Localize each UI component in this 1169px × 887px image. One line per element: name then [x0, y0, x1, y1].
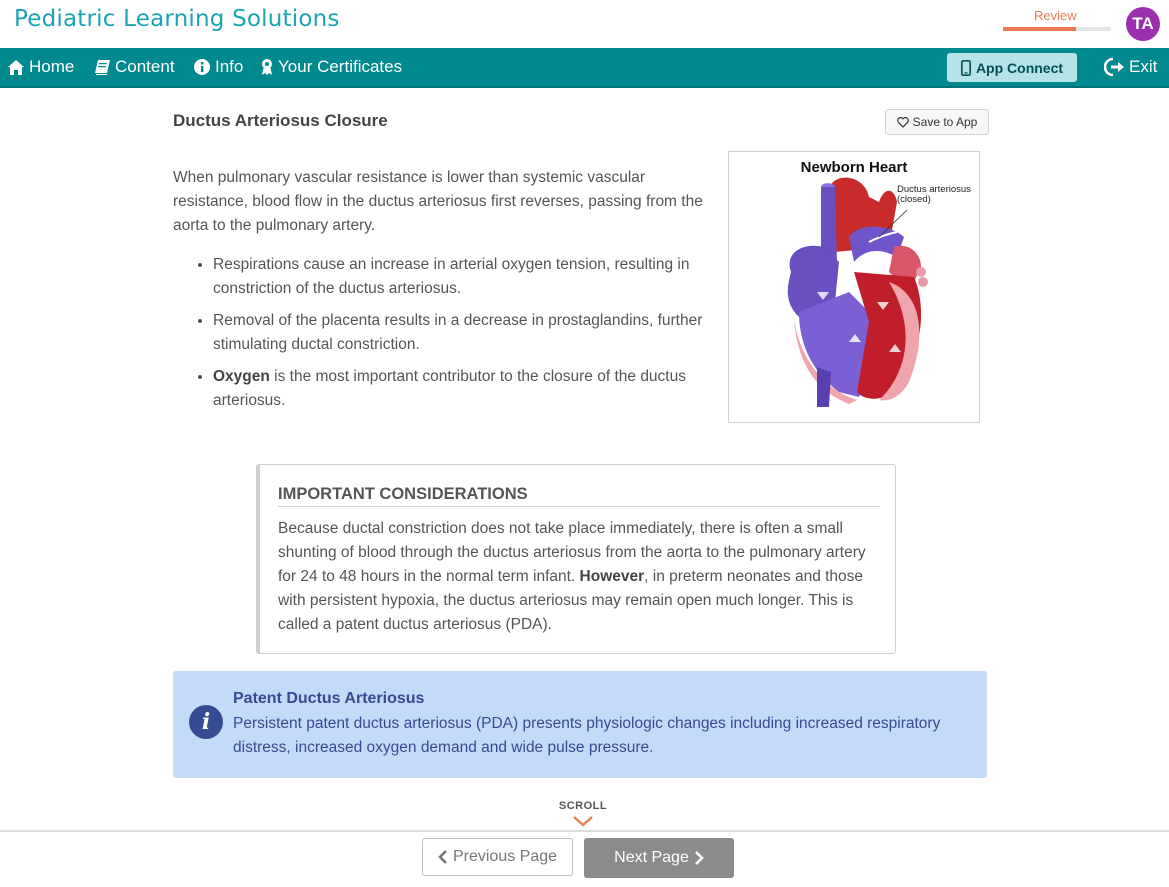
list-item: • Removal of the placenta results in a decrease in prostaglandins, further stimulating ductal constriction.: [213, 309, 703, 357]
nav-content-label: Content: [115, 57, 175, 76]
nav-certificates-label: Your Certificates: [278, 57, 403, 76]
callout-text-part1: Because ductal constriction does not take place immediately, there is often a small shunting of blood through the ductus arteriosus from the aorta to the pulmonary artery for 24 to 48 hours in the normal term infant.: [278, 520, 866, 585]
mobile-phone-icon: [961, 60, 971, 76]
save-to-app-label: Save to App: [912, 115, 978, 129]
app-connect-label: App Connect: [975, 59, 1064, 76]
callout-text-part2: , in preterm neonates and those with persistent hypoxia, the ductus arteriosus may remain open much longer. This is called a patent ductus arteriosus (PDA).: [278, 568, 864, 633]
bullet-text: is the most important contributor to the closure of the ductus arteriosus.: [213, 368, 686, 409]
callout-text: [278, 517, 878, 637]
next-page-button[interactable]: [584, 838, 734, 878]
info-icon: i: [189, 705, 223, 739]
nav-home[interactable]: [8, 48, 74, 86]
review-label[interactable]: Review: [1034, 8, 1077, 23]
book-icon: [94, 60, 110, 75]
nav-certificates[interactable]: [261, 48, 402, 86]
emphasis-text: However: [579, 568, 645, 585]
bullet-list: [173, 253, 703, 421]
previous-page-label: Previous Page: [452, 848, 558, 865]
nav-content[interactable]: [94, 48, 175, 86]
chevron-left-icon: [438, 850, 448, 864]
page-title: Ductus Arteriosus Closure: [173, 111, 388, 130]
review-progress-fill: [1003, 27, 1076, 31]
exit-icon: [1104, 58, 1124, 76]
chevron-right-icon: [694, 851, 704, 865]
avatar[interactable]: TA: [1126, 7, 1160, 41]
exit-button[interactable]: [1104, 48, 1157, 86]
page-footer: [0, 830, 1169, 887]
list-item: • Respirations cause an increase in arterial oxygen tension, resulting in constriction of the ductus arteriosus.: [213, 253, 703, 301]
next-page-label: Next Page: [614, 849, 689, 866]
callout-heading: IMPORTANT CONSIDERATIONS: [278, 485, 880, 507]
save-to-app-button[interactable]: [885, 109, 989, 135]
home-icon: [8, 60, 24, 75]
emphasis-text: Oxygen: [213, 368, 270, 385]
info-box-title: Patent Ductus Arteriosus: [233, 690, 425, 707]
app-connect-button[interactable]: [947, 53, 1077, 82]
ribbon-award-icon: [261, 59, 273, 75]
nav-info[interactable]: [194, 48, 243, 86]
intro-paragraph: When pulmonary vascular resistance is lower than systemic vascular resistance, blood flow in the ductus arteriosus first reverses, passing from the aorta to the pulmonary artery.: [173, 169, 703, 234]
info-circle-icon: [194, 59, 210, 75]
info-box: [173, 671, 987, 778]
figure-annotation-line1: Ductus arteriosus: [897, 184, 971, 195]
info-box-text: Persistent patent ductus arteriosus (PDA) presents physiologic changes including increased respiratory distress, increased oxygen demand and wide pulse pressure.: [233, 715, 941, 756]
heart-illustration: [729, 152, 979, 422]
chevron-down-icon[interactable]: [572, 815, 594, 827]
previous-page-button[interactable]: [422, 838, 573, 876]
important-considerations-box: [256, 464, 896, 654]
brand-logo: Pediatric Learning Solutions: [14, 6, 340, 32]
list-item: [213, 365, 703, 413]
exit-label: Exit: [1129, 57, 1158, 76]
main-nav: [0, 48, 1169, 88]
review-progress-bar: [1003, 27, 1111, 31]
nav-info-label: Info: [215, 57, 244, 76]
heart-outline-icon: [897, 117, 909, 128]
figure-title: Newborn Heart: [800, 159, 908, 176]
top-bar: [0, 0, 1169, 48]
scroll-indicator-label: SCROLL: [558, 800, 608, 812]
nav-home-label: Home: [29, 57, 75, 76]
newborn-heart-figure: [728, 151, 980, 423]
figure-annotation-line2: (closed): [897, 194, 931, 205]
